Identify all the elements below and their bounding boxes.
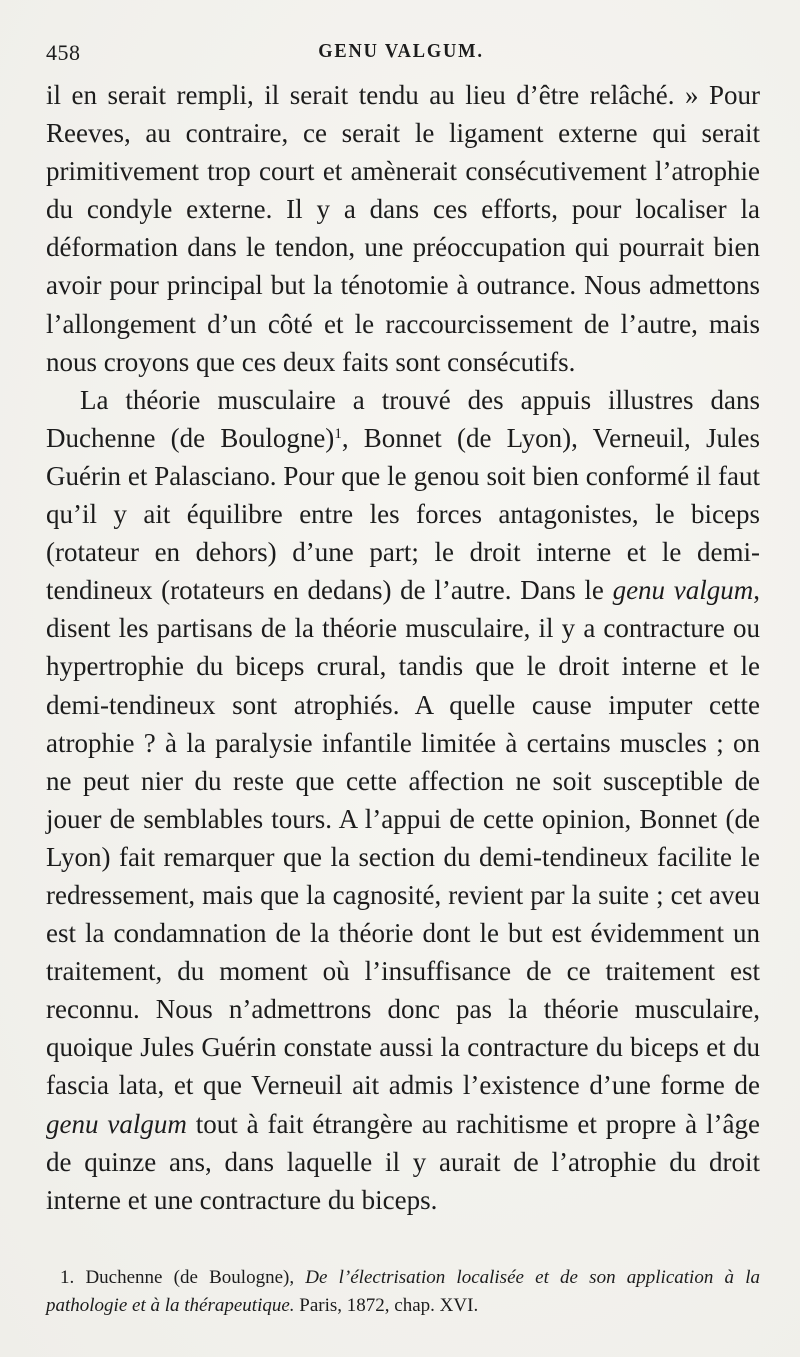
page-number: 458: [46, 40, 81, 65]
running-head: [46, 40, 756, 70]
footnote-chapter: XVI: [439, 1295, 474, 1316]
footnote: [46, 1264, 760, 1320]
paragraph-text: La théorie musculaire a trouvé des appuis illustres dans Duchenne (de Boulogne): [46, 384, 760, 453]
italic-term: genu valgum: [612, 575, 754, 606]
paragraph-text: tout à fait étrangère au rachitisme et propre à l’âge de quinze ans, dans laquelle il y aurait de l’atrophie du droit interne et une contracture du biceps.: [46, 1108, 760, 1215]
paragraph-text: , Bonnet (de Lyon), Verneuil, Jules Guérin et Palasciano. Pour que le genou soit bien conformé il faut qu’il y ait équilibre entre les forces antagonistes, le biceps (rotateur en dehors) d’une part; le droit interne et le demi-tendineux (rotateurs en dedans) de l’autre. Dans le: [46, 422, 760, 606]
footnote-reference: 1: [334, 425, 342, 442]
footnote-author: 1. Duchenne (de Boulogne),: [60, 1267, 306, 1288]
footnote-end: .: [473, 1295, 479, 1316]
footnote-imprint: Paris, 1872, chap.: [294, 1295, 440, 1316]
footnote-text: [46, 1264, 760, 1320]
paragraph-text: il en serait rempli, il serait tendu au lieu d’être relâché. » Pour Reeves, au contraire, ce serait le ligament externe qui serait primitivement trop court et amènerait consécutivement l’atrophie du condyle externe. Il y a dans ces efforts, pour localiser la déformation dans le tendon, une préoccupation qui pourrait bien avoir pour principal but la ténotomie à outrance. Nous admettons l’allongement d’un côté et le raccourcissement de l’autre, mais nous croyons que ces deux faits sont consécutifs.: [46, 80, 760, 377]
footnote-title: De l’électrisation localisée et de son application à la pathologie et à la thérapeutique.: [46, 1267, 760, 1316]
paragraph: [46, 381, 760, 1219]
running-title: GENU VALGUM.: [318, 40, 484, 62]
paragraph: [46, 76, 760, 381]
italic-term: genu valgum: [46, 1108, 187, 1139]
paragraph-text: , disent les partisans de la théorie musculaire, il y a contracture ou hypertrophie du biceps crural, tandis que le droit interne et le demi-tendineux sont atrophiés. A quelle cause imputer cette atrophie ? à la paralysie infantile limitée à certains muscles ; on ne peut nier du reste que cette affection ne soit susceptible de jouer de semblables tours. A l’appui de cette opinion, Bonnet (de Lyon) fait remarquer que la section du demi-tendineux facilite le redressement, mais que la cagnosité, revient par la suite ; cet aveu est la condamnation de la théorie dont le but est évidemment un traitement, du moment où l’insuffisance de ce traitement est reconnu. Nous n’admettrons donc pas la théorie musculaire, quoique Jules Guérin constate aussi la contracture du biceps et du fascia lata, et que Verneuil ait admis l’existence d’une forme de: [46, 575, 760, 1101]
body-text: [46, 76, 760, 1219]
